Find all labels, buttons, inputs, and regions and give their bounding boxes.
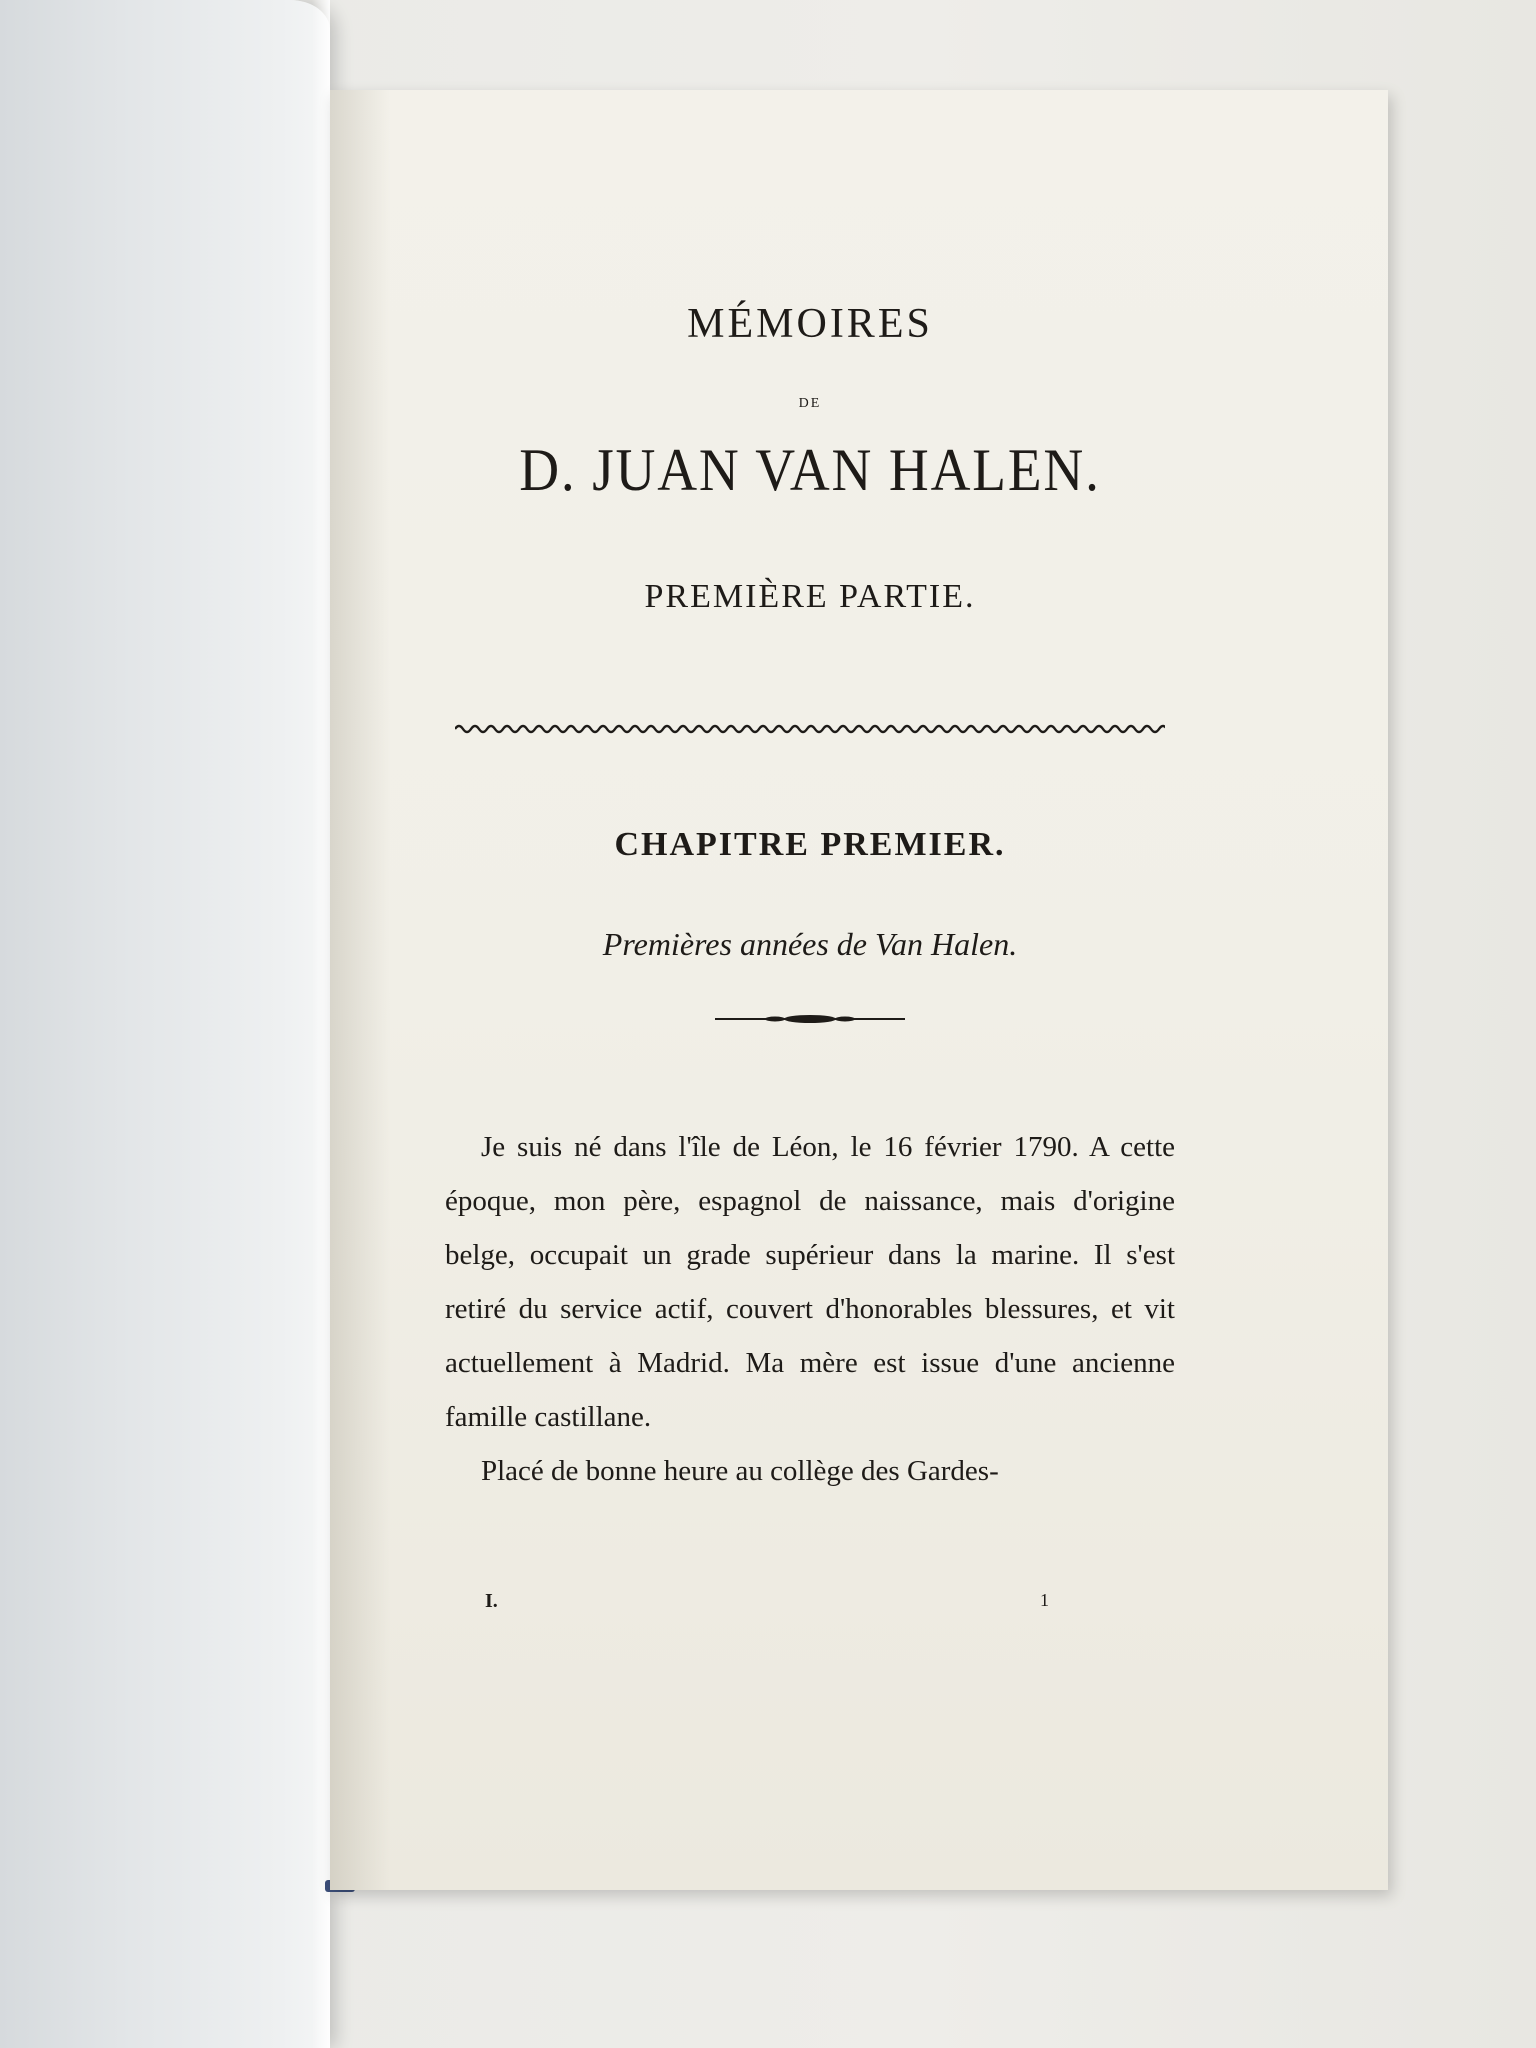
author-name: D. JUAN VAN HALEN. [519,437,1101,503]
page-number: 1 [1040,1590,1049,1610]
book-title: MÉMOIRES [687,301,933,347]
body-text [445,1120,1175,1498]
chapter-subtitle: Premières années de Van Halen. [602,926,1018,962]
left-facing-page [0,0,330,2048]
printed-page [330,90,1388,1890]
signature-mark: I. [485,1590,498,1612]
part-heading: PREMIÈRE PARTIE. [644,578,976,615]
paragraph-1: Je suis né dans l'île de Léon, le 16 février 1790. A cette époque, mon père, espagnol de naissance, mais d'origine belge, occupait un grade supérieur dans la marine. Il s'est retiré du service actif, couvert d'honorables blessures, et vit actuellement à Madrid. Ma mère est issue d'une ancienne famille castillane. [445,1131,1175,1433]
title-preposition: DE [798,396,822,411]
chapter-heading: CHAPITRE PREMIER. [614,826,1006,863]
ornament-divider [715,1012,905,1026]
wavy-rule-divider [455,722,1165,736]
paragraph-2: Placé de bonne heure au collège des Gardes- [481,1455,999,1487]
